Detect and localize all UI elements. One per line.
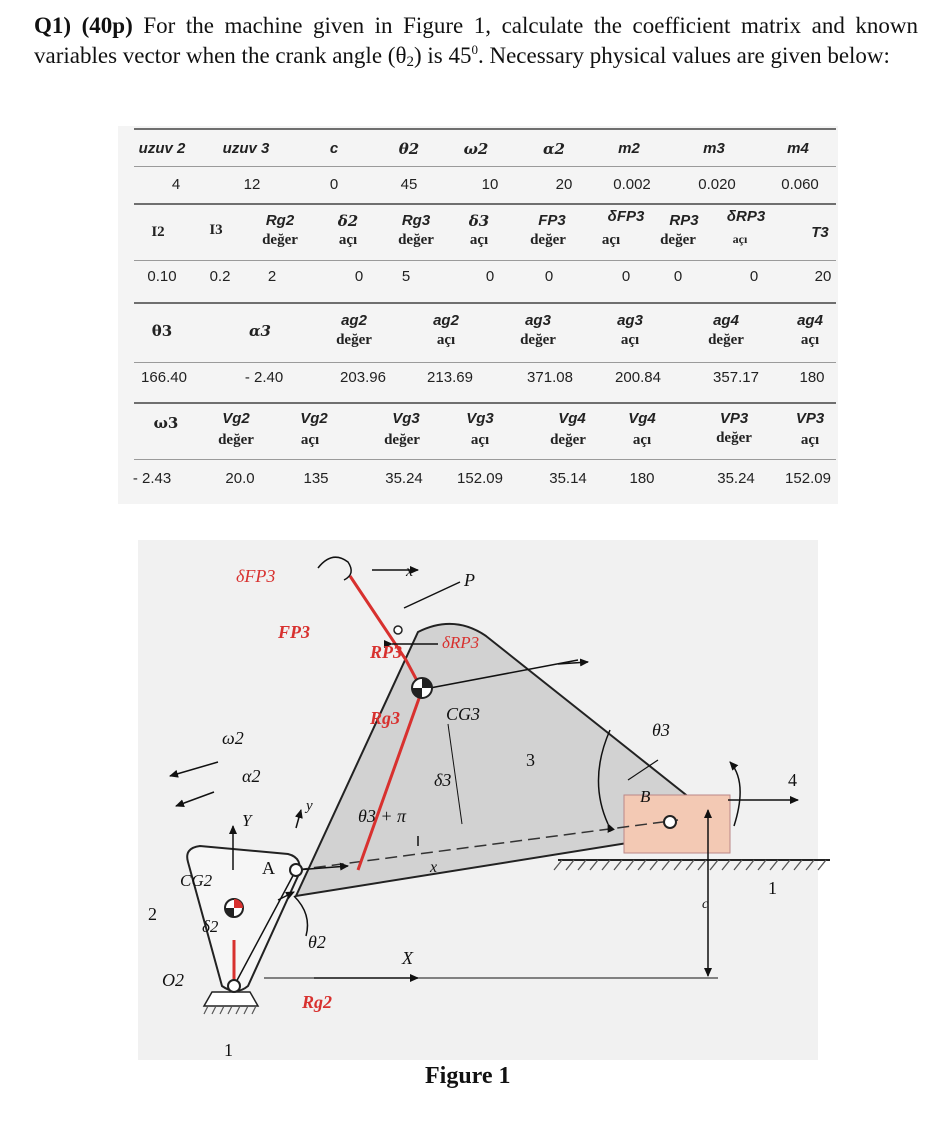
joint-O2: [228, 980, 240, 992]
joint-B: [664, 816, 676, 828]
header-RP3: RP3: [669, 212, 699, 229]
sublabel-aci: açı: [300, 432, 320, 448]
label-ground1b: 1: [224, 1040, 233, 1060]
header-ag3-value: ag3: [525, 312, 551, 329]
label-rg3: Rg3: [370, 708, 401, 728]
value-FP3: 0: [544, 268, 554, 285]
value-uzuv2: 4: [171, 176, 181, 193]
header-Rg2: Rg2: [265, 212, 295, 229]
joint-A: [290, 864, 302, 876]
value-delta3: 0: [485, 268, 495, 285]
label-y: y: [306, 798, 313, 814]
header-theta2: θ2: [398, 140, 420, 158]
header-delta2: δ2: [337, 212, 359, 230]
sublabel-aci: açı: [338, 232, 358, 248]
value-Vg2-value: 20.0: [225, 470, 255, 487]
header-ag2-angle: ag2: [433, 312, 459, 329]
physical-values-table: [118, 126, 838, 504]
label-link2: 2: [148, 904, 157, 924]
header-VP3-angle: VP3: [795, 410, 825, 427]
value-omega3: - 2.43: [132, 470, 172, 487]
value-ag3-value: 371.08: [527, 369, 573, 386]
value-Vg4-angle: 180: [629, 470, 655, 487]
value-deltaFP3: 0: [621, 268, 631, 285]
header-deltaFP3: δFP3: [607, 208, 645, 225]
label-theta2: θ2: [308, 932, 326, 952]
value-c: 0: [329, 176, 339, 193]
header-I2: I2: [151, 224, 165, 240]
sublabel-deger: değer: [550, 432, 586, 448]
theta-symbol: θ: [395, 43, 407, 68]
sublabel-aci: açı: [732, 232, 748, 246]
header-Vg4-value: Vg4: [558, 410, 586, 427]
header-I3: I3: [209, 222, 223, 238]
value-uzuv3: 12: [243, 176, 261, 193]
value-I3: 0.2: [209, 268, 231, 285]
sublabel-aci: açı: [469, 232, 489, 248]
sublabel-aci: açı: [800, 432, 820, 448]
header-deltaRP3: δRP3: [726, 208, 766, 225]
label-ground1: 1: [768, 878, 777, 898]
value-ag2-angle: 213.69: [427, 369, 473, 386]
header-c: c: [329, 140, 339, 157]
theta-subscript: 2: [406, 54, 414, 70]
sublabel-deger: değer: [336, 332, 372, 348]
label-rg2: Rg2: [302, 992, 333, 1012]
header-delta3: δ3: [468, 212, 490, 230]
value-theta3: 166.40: [141, 369, 187, 386]
label-B: B: [640, 787, 651, 806]
header-alpha3: α3: [249, 322, 271, 340]
table-rule: [134, 402, 836, 404]
sublabel-aci: açı: [601, 232, 621, 248]
header-Rg3: Rg3: [401, 212, 431, 229]
table-rule: [134, 203, 836, 205]
question-text: [34, 14, 918, 74]
mechanism-diagram: [118, 540, 838, 1060]
sublabel-aci: açı: [632, 432, 652, 448]
sublabel-deger: değer: [218, 432, 254, 448]
sublabel-deger: değer: [262, 232, 298, 248]
label-A: A: [262, 858, 275, 878]
header-m3: m3: [703, 140, 725, 157]
degree-superscript: 0: [471, 42, 478, 57]
sublabel-deger: değer: [530, 232, 566, 248]
value-I2: 0.10: [147, 268, 177, 285]
sublabel-aci: açı: [800, 332, 820, 348]
header-Vg3-angle: Vg3: [466, 410, 494, 427]
sublabel-deger: değer: [520, 332, 556, 348]
value-RP3: 0: [673, 268, 683, 285]
value-Rg3: 5: [401, 268, 411, 285]
value-T3: 20: [814, 268, 832, 285]
value-VP3-value: 35.24: [717, 470, 755, 487]
sublabel-deger: değer: [398, 232, 434, 248]
header-omega2: ω2: [463, 140, 489, 158]
header-ag4-angle: ag4: [797, 312, 823, 329]
label-drp3: δRP3: [442, 633, 480, 652]
label-c: c: [702, 897, 709, 912]
label-omega2: ω2: [222, 728, 244, 748]
sublabel-deger: değer: [660, 232, 696, 248]
header-Vg2-value: Vg2: [222, 410, 250, 427]
label-o2: O2: [162, 970, 184, 990]
label-delta3: δ3: [434, 770, 452, 790]
label-fp3: FP3: [278, 622, 311, 642]
table-rule: [134, 302, 836, 304]
sublabel-aci: açı: [620, 332, 640, 348]
label-link3: 3: [526, 750, 535, 770]
value-alpha2: 20: [555, 176, 573, 193]
header-T3: T3: [811, 224, 829, 241]
table-rule: [134, 459, 836, 460]
label-delta2: δ2: [202, 917, 219, 936]
header-m2: m2: [618, 140, 640, 157]
sublabel-deger: değer: [716, 430, 752, 446]
table-rule: [134, 260, 836, 261]
question-text-3: . Necessary physical values are given below:: [477, 43, 890, 68]
header-alpha2: α2: [543, 140, 565, 158]
header-Vg3-value: Vg3: [392, 410, 420, 427]
table-rule: [134, 166, 836, 167]
question-text-1: For the machine given in Figure 1, calculate the coefficient matrix and known variables vector when the crank angle (: [34, 13, 918, 68]
label-x-top: x: [406, 563, 414, 580]
value-m2: 0.002: [613, 176, 651, 193]
label-P: P: [464, 570, 475, 590]
value-VP3-angle: 152.09: [785, 470, 831, 487]
value-Vg4-value: 35.14: [549, 470, 587, 487]
label-rp3: RP3: [370, 642, 403, 662]
header-FP3: FP3: [538, 212, 566, 229]
label-link4: 4: [788, 770, 797, 790]
question-points: (40p): [81, 13, 133, 38]
value-omega2: 10: [481, 176, 499, 193]
header-VP3-value: VP3: [719, 410, 749, 427]
label-dfp3: δFP3: [236, 566, 276, 586]
header-m4: m4: [787, 140, 809, 157]
figure-caption: Figure 1: [425, 1063, 511, 1089]
label-alpha2: α2: [242, 766, 261, 786]
table-rule: [134, 128, 836, 130]
point-P3: [394, 626, 402, 634]
value-deltaRP3: 0: [749, 268, 759, 285]
question-number: Q1): [34, 13, 72, 38]
value-ag4-value: 357.17: [713, 369, 759, 386]
header-ag4-value: ag4: [713, 312, 739, 329]
header-ag2-value: ag2: [341, 312, 367, 329]
label-X: X: [402, 948, 413, 968]
value-delta2: 0: [354, 268, 364, 285]
value-Vg2-angle: 135: [303, 470, 329, 487]
value-ag4-angle: 180: [799, 369, 825, 386]
label-Y: Y: [242, 811, 252, 830]
ground-pivot-o2: [204, 992, 258, 1006]
value-Vg3-value: 35.24: [385, 470, 423, 487]
label-theta3-pi: θ3 + π: [358, 806, 407, 826]
value-m3: 0.020: [698, 176, 736, 193]
value-Rg2: 2: [267, 268, 277, 285]
sublabel-aci: açı: [436, 332, 456, 348]
label-x-mid: x: [430, 859, 438, 876]
header-ag3-angle: ag3: [617, 312, 643, 329]
value-alpha3: - 2.40: [244, 369, 284, 386]
sublabel-aci: açı: [470, 432, 490, 448]
question-text-2: ) is 45: [413, 43, 472, 68]
sublabel-deger: değer: [384, 432, 420, 448]
header-uzuv2: uzuv 2: [138, 140, 186, 157]
label-cg2: CG2: [180, 871, 213, 890]
header-Vg2-angle: Vg2: [300, 410, 328, 427]
header-omega3: ω3: [153, 414, 179, 432]
header-uzuv3: uzuv 3: [222, 140, 270, 157]
table-rule: [134, 362, 836, 363]
label-theta3: θ3: [652, 720, 670, 740]
value-theta2: 45: [400, 176, 418, 193]
label-cg3: CG3: [446, 704, 481, 724]
header-Vg4-angle: Vg4: [628, 410, 656, 427]
value-m4: 0.060: [781, 176, 819, 193]
header-theta3: θ3: [151, 322, 173, 340]
value-Vg3-angle: 152.09: [457, 470, 503, 487]
value-ag2-value: 203.96: [340, 369, 386, 386]
value-ag3-angle: 200.84: [615, 369, 661, 386]
sublabel-deger: değer: [708, 332, 744, 348]
